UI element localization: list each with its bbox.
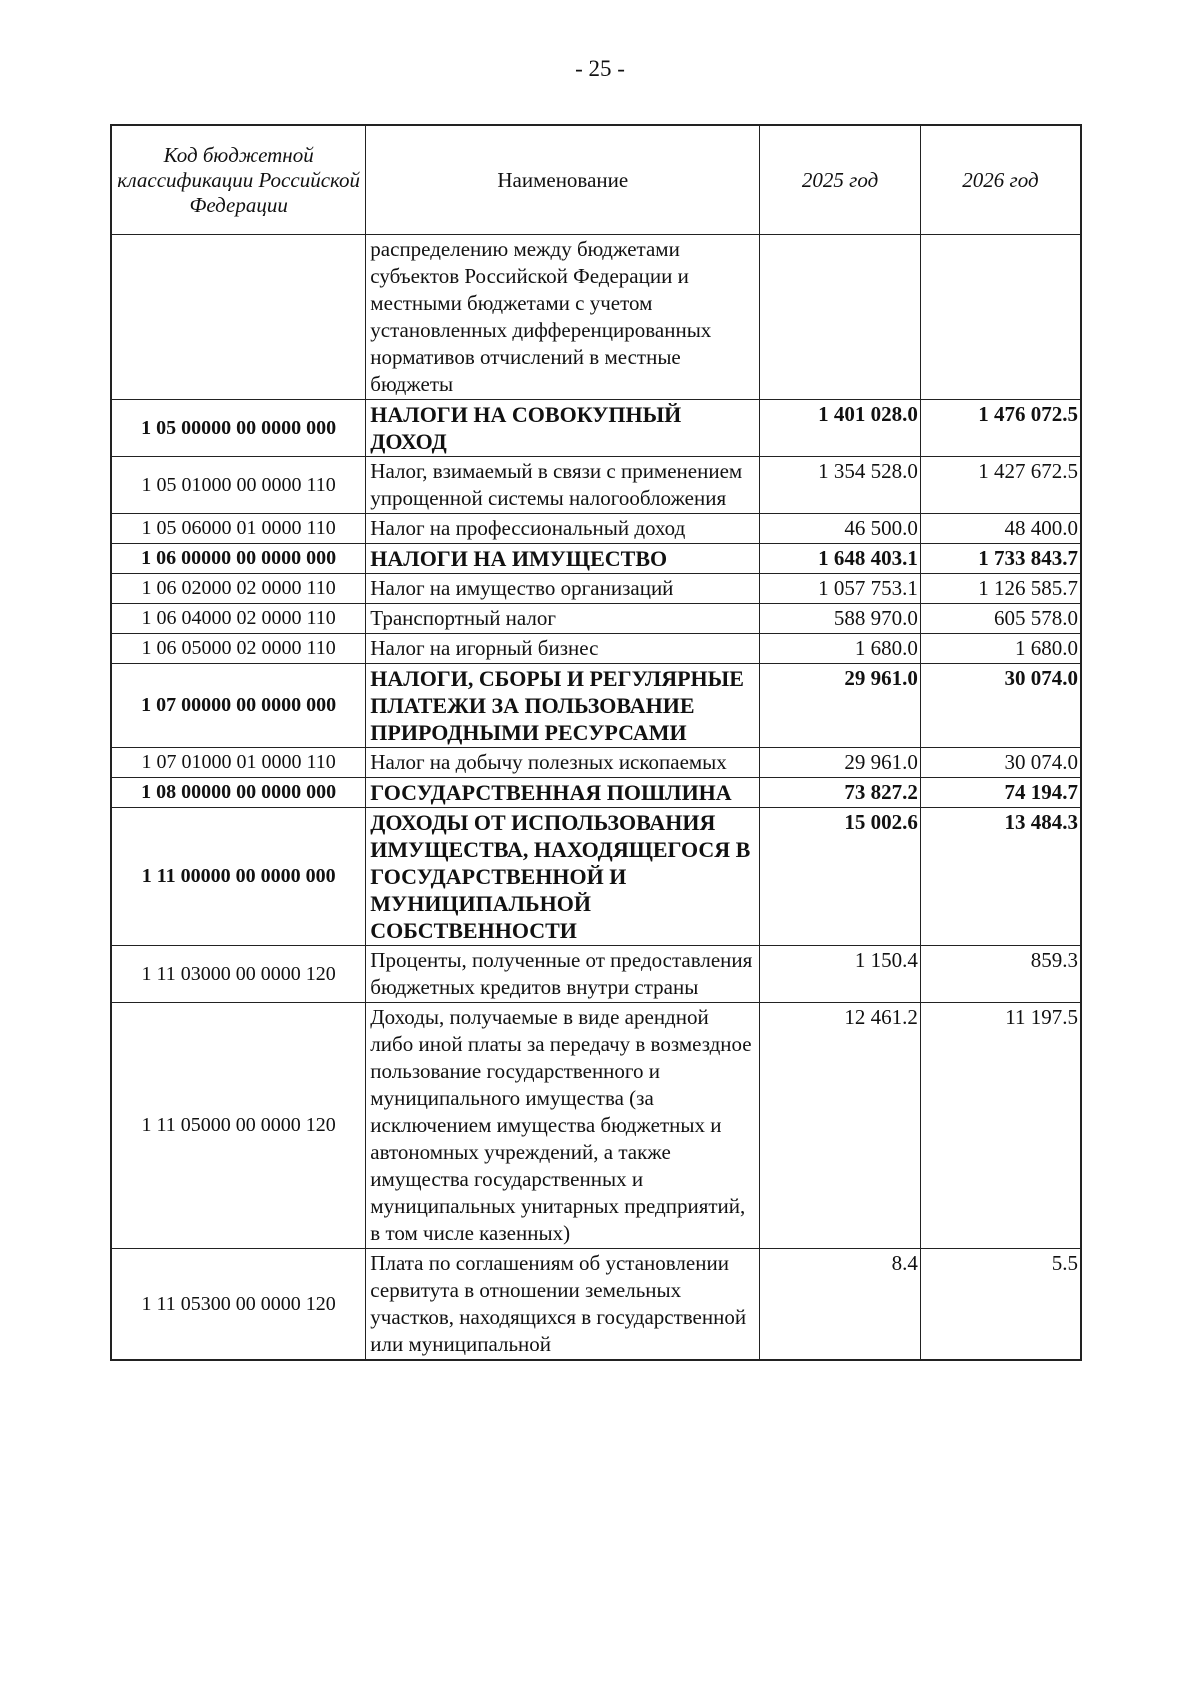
cell-2026: 11 197.5 <box>920 1003 1081 1249</box>
table-row <box>111 808 1081 946</box>
cell-name: Плата по соглашениям об установлении сервитута в отношении земельных участков, находящихся в государственной или муниципальной <box>366 1249 760 1361</box>
table-row <box>111 778 1081 808</box>
table-row <box>111 1003 1081 1249</box>
table-row <box>111 946 1081 1003</box>
cell-name: Проценты, полученные от предоставления бюджетных кредитов внутри страны <box>366 946 760 1003</box>
cell-code: 1 06 05000 02 0000 110 <box>111 634 366 664</box>
cell-name: НАЛОГИ НА ИМУЩЕСТВО <box>366 544 760 574</box>
cell-2026 <box>920 235 1081 400</box>
table-row <box>111 574 1081 604</box>
cell-2025: 73 827.2 <box>760 778 921 808</box>
cell-code: 1 08 00000 00 0000 000 <box>111 778 366 808</box>
cell-code: 1 07 01000 01 0000 110 <box>111 748 366 778</box>
cell-code: 1 11 05000 00 0000 120 <box>111 1003 366 1249</box>
cell-2026: 1 733 843.7 <box>920 544 1081 574</box>
table-body <box>111 235 1081 1361</box>
cell-2026: 1 126 585.7 <box>920 574 1081 604</box>
table-row <box>111 400 1081 457</box>
table-row <box>111 634 1081 664</box>
cell-code: 1 05 00000 00 0000 000 <box>111 400 366 457</box>
cell-2025: 8.4 <box>760 1249 921 1361</box>
table-row <box>111 1249 1081 1361</box>
cell-code <box>111 235 366 400</box>
cell-name: НАЛОГИ, СБОРЫ И РЕГУЛЯРНЫЕ ПЛАТЕЖИ ЗА ПОЛЬЗОВАНИЕ ПРИРОДНЫМИ РЕСУРСАМИ <box>366 664 760 748</box>
cell-code: 1 11 03000 00 0000 120 <box>111 946 366 1003</box>
cell-code: 1 06 00000 00 0000 000 <box>111 544 366 574</box>
cell-name: Налог на добычу полезных ископаемых <box>366 748 760 778</box>
table-row <box>111 544 1081 574</box>
cell-2025: 29 961.0 <box>760 664 921 748</box>
cell-code: 1 06 02000 02 0000 110 <box>111 574 366 604</box>
table-row <box>111 514 1081 544</box>
cell-name: ГОСУДАРСТВЕННАЯ ПОШЛИНА <box>366 778 760 808</box>
cell-2026: 13 484.3 <box>920 808 1081 946</box>
header-2026: 2026 год <box>920 125 1081 235</box>
cell-2025: 588 970.0 <box>760 604 921 634</box>
cell-code: 1 11 05300 00 0000 120 <box>111 1249 366 1361</box>
cell-2026: 859.3 <box>920 946 1081 1003</box>
cell-2025: 15 002.6 <box>760 808 921 946</box>
cell-2025: 29 961.0 <box>760 748 921 778</box>
header-2025: 2025 год <box>760 125 921 235</box>
table-row <box>111 604 1081 634</box>
cell-2026: 74 194.7 <box>920 778 1081 808</box>
table-header-row <box>111 125 1081 235</box>
cell-2025: 1 150.4 <box>760 946 921 1003</box>
cell-2025: 12 461.2 <box>760 1003 921 1249</box>
cell-2025: 46 500.0 <box>760 514 921 544</box>
cell-2026: 1 427 672.5 <box>920 457 1081 514</box>
cell-2025: 1 057 753.1 <box>760 574 921 604</box>
cell-name: Транспортный налог <box>366 604 760 634</box>
cell-2026: 605 578.0 <box>920 604 1081 634</box>
cell-2025: 1 354 528.0 <box>760 457 921 514</box>
cell-code: 1 07 00000 00 0000 000 <box>111 664 366 748</box>
cell-2026: 1 476 072.5 <box>920 400 1081 457</box>
cell-name: Налог, взимаемый в связи с применением упрощенной системы налогообложения <box>366 457 760 514</box>
cell-name: Налог на имущество организаций <box>366 574 760 604</box>
cell-name: Налог на игорный бизнес <box>366 634 760 664</box>
cell-2026: 5.5 <box>920 1249 1081 1361</box>
cell-name: Доходы, получаемые в виде арендной либо иной платы за передачу в возмездное пользование государственного и муниципального имущества (за исключением имущества бюджетных и автономных учреждений, а также имущества государственных и муниципальных унитарных предприятий, в том числе казенных) <box>366 1003 760 1249</box>
cell-2026: 30 074.0 <box>920 664 1081 748</box>
cell-name: Налог на профессиональный доход <box>366 514 760 544</box>
header-name: Наименование <box>366 125 760 235</box>
budget-table <box>110 124 1082 1361</box>
cell-code: 1 06 04000 02 0000 110 <box>111 604 366 634</box>
table-row <box>111 457 1081 514</box>
cell-name: ДОХОДЫ ОТ ИСПОЛЬЗОВАНИЯ ИМУЩЕСТВА, НАХОДЯЩЕГОСЯ В ГОСУДАРСТВЕННОЙ И МУНИЦИПАЛЬНОЙ СОБСТВЕННОСТИ <box>366 808 760 946</box>
cell-2026: 1 680.0 <box>920 634 1081 664</box>
table-row <box>111 235 1081 400</box>
cell-code: 1 05 06000 01 0000 110 <box>111 514 366 544</box>
cell-2025: 1 680.0 <box>760 634 921 664</box>
header-code: Код бюджетной классификации Российской Федерации <box>111 125 366 235</box>
table-row <box>111 664 1081 748</box>
cell-name: распределению между бюджетами субъектов Российской Федерации и местными бюджетами с учетом установленных дифференцированных нормативов отчислений в местные бюджеты <box>366 235 760 400</box>
table-row <box>111 748 1081 778</box>
cell-code: 1 11 00000 00 0000 000 <box>111 808 366 946</box>
cell-2025: 1 648 403.1 <box>760 544 921 574</box>
page-number: - 25 - <box>575 56 625 81</box>
cell-2025: 1 401 028.0 <box>760 400 921 457</box>
cell-2026: 48 400.0 <box>920 514 1081 544</box>
cell-name: НАЛОГИ НА СОВОКУПНЫЙ ДОХОД <box>366 400 760 457</box>
cell-2026: 30 074.0 <box>920 748 1081 778</box>
cell-2025 <box>760 235 921 400</box>
cell-code: 1 05 01000 00 0000 110 <box>111 457 366 514</box>
